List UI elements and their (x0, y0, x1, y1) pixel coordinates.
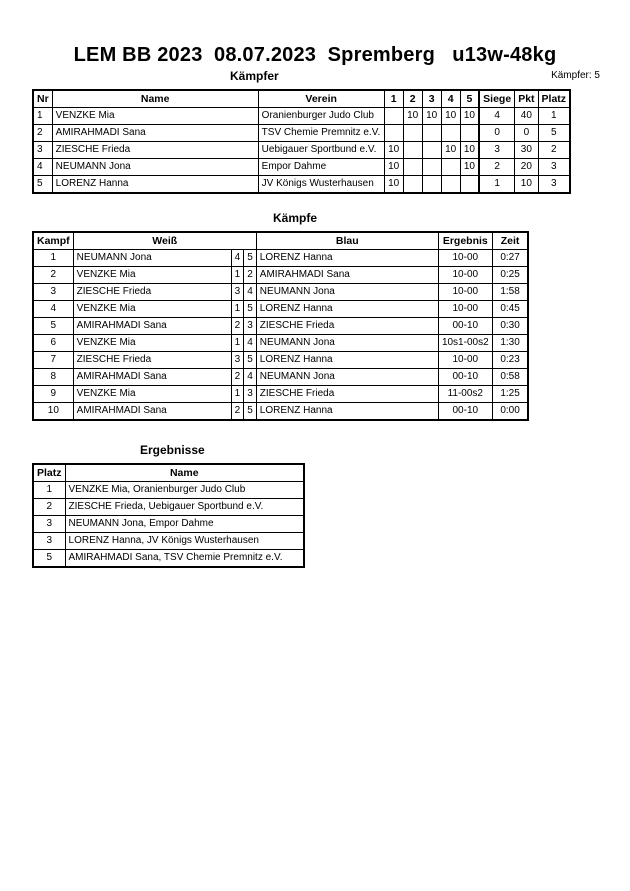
cell-blau: LORENZ Hanna (256, 301, 438, 318)
cell-platz: 3 (538, 176, 570, 194)
cell-platz: 2 (33, 499, 65, 516)
kaempfe-heading: Kämpfe (273, 211, 318, 225)
cell-nr: 2 (33, 125, 52, 142)
cell-zeit: 0:30 (492, 318, 528, 335)
cell-name: VENZKE Mia, Oranienburger Judo Club (65, 482, 304, 499)
cell-kampf: 6 (33, 335, 73, 352)
cell-platz: 2 (538, 142, 570, 159)
cell-blau: ZIESCHE Frieda (256, 386, 438, 403)
table-row (33, 318, 528, 335)
cell-kampf: 10 (33, 403, 73, 421)
cell-5: 10 (460, 159, 479, 176)
cell-verein: JV Königs Wusterhausen (258, 176, 384, 194)
cell-zeit: 0:45 (492, 301, 528, 318)
cell-kampf: 7 (33, 352, 73, 369)
cell-blau-nr: 4 (244, 369, 257, 386)
cell-name: AMIRAHMADI Sana, TSV Chemie Premnitz e.V. (65, 550, 304, 568)
cell-weiss-nr: 3 (231, 284, 244, 301)
table-row (33, 159, 570, 176)
cell-blau-nr: 4 (244, 335, 257, 352)
col-kampf: Kampf (33, 232, 73, 250)
table-row (33, 301, 528, 318)
cell-weiss-nr: 1 (231, 267, 244, 284)
cell-ergebnis: 00-10 (438, 403, 492, 421)
cell-zeit: 1:58 (492, 284, 528, 301)
cell-4 (441, 176, 460, 194)
cell-blau-nr: 4 (244, 284, 257, 301)
table-row (33, 386, 528, 403)
cell-pkt: 0 (515, 125, 538, 142)
col-name: Name (65, 464, 304, 482)
col-verein: Verein (258, 90, 384, 108)
cell-weiss: NEUMANN Jona (73, 250, 231, 267)
table-row (33, 482, 304, 499)
cell-2 (403, 125, 422, 142)
cell-weiss: VENZKE Mia (73, 335, 231, 352)
col-zeit: Zeit (492, 232, 528, 250)
cell-platz: 1 (33, 482, 65, 499)
cell-ergebnis: 10-00 (438, 284, 492, 301)
cell-verein: TSV Chemie Premnitz e.V. (258, 125, 384, 142)
cell-nr: 3 (33, 142, 52, 159)
cell-zeit: 1:25 (492, 386, 528, 403)
cell-ergebnis: 00-10 (438, 318, 492, 335)
cell-1: 10 (384, 142, 403, 159)
cell-4: 10 (441, 108, 460, 125)
table-row (33, 267, 528, 284)
cell-weiss-nr: 1 (231, 335, 244, 352)
cell-3 (422, 176, 441, 194)
cell-zeit: 0:58 (492, 369, 528, 386)
kaempfer-heading: Kämpfer (230, 69, 279, 83)
ergebnisse-table (32, 463, 305, 568)
cell-weiss: VENZKE Mia (73, 386, 231, 403)
cell-weiss-nr: 1 (231, 386, 244, 403)
table-row (33, 250, 528, 267)
cell-blau-nr: 5 (244, 352, 257, 369)
kaempfer-table (32, 89, 571, 194)
ergebnisse-header-row (33, 464, 304, 482)
cell-zeit: 1:30 (492, 335, 528, 352)
cell-kampf: 8 (33, 369, 73, 386)
cell-platz: 3 (538, 159, 570, 176)
col-3: 3 (422, 90, 441, 108)
kaempfer-header-row (33, 90, 570, 108)
cell-siege: 1 (479, 176, 515, 194)
cell-weiss: VENZKE Mia (73, 267, 231, 284)
cell-blau-nr: 5 (244, 403, 257, 421)
cell-4 (441, 159, 460, 176)
cell-name: NEUMANN Jona, Empor Dahme (65, 516, 304, 533)
cell-weiss: AMIRAHMADI Sana (73, 403, 231, 421)
cell-blau: LORENZ Hanna (256, 403, 438, 421)
cell-2: 10 (403, 108, 422, 125)
table-row (33, 533, 304, 550)
cell-weiss-nr: 2 (231, 318, 244, 335)
cell-weiss-nr: 2 (231, 369, 244, 386)
col-1: 1 (384, 90, 403, 108)
cell-blau-nr: 3 (244, 386, 257, 403)
col-nr: Nr (33, 90, 52, 108)
cell-3 (422, 125, 441, 142)
cell-verein: Uebigauer Sportbund e.V. (258, 142, 384, 159)
cell-verein: Oranienburger Judo Club (258, 108, 384, 125)
cell-2 (403, 159, 422, 176)
cell-siege: 4 (479, 108, 515, 125)
table-row (33, 403, 528, 421)
page-title: LEM BB 2023 08.07.2023 Spremberg u13w-48kg (73, 44, 557, 66)
cell-blau-nr: 5 (244, 301, 257, 318)
cell-3 (422, 159, 441, 176)
cell-5: 10 (460, 142, 479, 159)
table-row (33, 108, 570, 125)
cell-weiss-nr: 1 (231, 301, 244, 318)
col-name: Name (52, 90, 258, 108)
cell-kampf: 9 (33, 386, 73, 403)
cell-ergebnis: 10-00 (438, 267, 492, 284)
cell-blau: ZIESCHE Frieda (256, 318, 438, 335)
cell-3 (422, 142, 441, 159)
cell-zeit: 0:27 (492, 250, 528, 267)
cell-1: 10 (384, 176, 403, 194)
kaempfe-header-row (33, 232, 528, 250)
cell-2 (403, 176, 422, 194)
cell-weiss: VENZKE Mia (73, 301, 231, 318)
cell-siege: 2 (479, 159, 515, 176)
cell-4: 10 (441, 142, 460, 159)
cell-blau-nr: 5 (244, 250, 257, 267)
col-blau: Blau (256, 232, 438, 250)
table-row (33, 369, 528, 386)
cell-weiss: AMIRAHMADI Sana (73, 318, 231, 335)
cell-pkt: 20 (515, 159, 538, 176)
cell-verein: Empor Dahme (258, 159, 384, 176)
cell-kampf: 1 (33, 250, 73, 267)
cell-1 (384, 125, 403, 142)
cell-1: 10 (384, 159, 403, 176)
table-row (33, 352, 528, 369)
cell-ergebnis: 10s1-00s2 (438, 335, 492, 352)
cell-ergebnis: 10-00 (438, 352, 492, 369)
cell-pkt: 10 (515, 176, 538, 194)
cell-1 (384, 108, 403, 125)
cell-5 (460, 125, 479, 142)
cell-weiss: AMIRAHMADI Sana (73, 369, 231, 386)
cell-nr: 5 (33, 176, 52, 194)
cell-kampf: 5 (33, 318, 73, 335)
col-weiss: Weiß (73, 232, 256, 250)
cell-zeit: 0:25 (492, 267, 528, 284)
cell-platz: 5 (33, 550, 65, 568)
cell-blau: NEUMANN Jona (256, 335, 438, 352)
cell-blau: LORENZ Hanna (256, 250, 438, 267)
cell-2 (403, 142, 422, 159)
cell-pkt: 40 (515, 108, 538, 125)
table-row (33, 125, 570, 142)
cell-nr: 4 (33, 159, 52, 176)
cell-name: ZIESCHE Frieda (52, 142, 258, 159)
col-siege: Siege (479, 90, 515, 108)
cell-kampf: 3 (33, 284, 73, 301)
table-row (33, 176, 570, 194)
cell-ergebnis: 00-10 (438, 369, 492, 386)
table-row (33, 142, 570, 159)
cell-ergebnis: 10-00 (438, 250, 492, 267)
table-row (33, 516, 304, 533)
cell-5 (460, 176, 479, 194)
cell-platz: 3 (33, 516, 65, 533)
cell-weiss: ZIESCHE Frieda (73, 284, 231, 301)
cell-blau: NEUMANN Jona (256, 284, 438, 301)
cell-name: ZIESCHE Frieda, Uebigauer Sportbund e.V. (65, 499, 304, 516)
ergebnisse-heading: Ergebnisse (140, 443, 205, 457)
cell-4 (441, 125, 460, 142)
cell-name: NEUMANN Jona (52, 159, 258, 176)
cell-blau: AMIRAHMADI Sana (256, 267, 438, 284)
table-row (33, 499, 304, 516)
col-4: 4 (441, 90, 460, 108)
cell-siege: 3 (479, 142, 515, 159)
cell-name: AMIRAHMADI Sana (52, 125, 258, 142)
cell-platz: 5 (538, 125, 570, 142)
col-ergebnis: Ergebnis (438, 232, 492, 250)
col-platz: Platz (538, 90, 570, 108)
table-row (33, 335, 528, 352)
cell-platz: 3 (33, 533, 65, 550)
cell-name: LORENZ Hanna (52, 176, 258, 194)
cell-platz: 1 (538, 108, 570, 125)
cell-5: 10 (460, 108, 479, 125)
table-row (33, 284, 528, 301)
cell-weiss-nr: 4 (231, 250, 244, 267)
kaempfer-count: Kämpfer: 5 (551, 70, 600, 81)
cell-siege: 0 (479, 125, 515, 142)
cell-weiss: ZIESCHE Frieda (73, 352, 231, 369)
cell-zeit: 0:23 (492, 352, 528, 369)
cell-weiss-nr: 3 (231, 352, 244, 369)
cell-pkt: 30 (515, 142, 538, 159)
cell-3: 10 (422, 108, 441, 125)
kaempfe-table (32, 231, 529, 421)
cell-zeit: 0:00 (492, 403, 528, 421)
cell-ergebnis: 11-00s2 (438, 386, 492, 403)
col-platz: Platz (33, 464, 65, 482)
cell-blau: LORENZ Hanna (256, 352, 438, 369)
cell-blau: NEUMANN Jona (256, 369, 438, 386)
cell-name: LORENZ Hanna, JV Königs Wusterhausen (65, 533, 304, 550)
cell-blau-nr: 3 (244, 318, 257, 335)
cell-kampf: 2 (33, 267, 73, 284)
col-pkt: Pkt (515, 90, 538, 108)
cell-ergebnis: 10-00 (438, 301, 492, 318)
col-2: 2 (403, 90, 422, 108)
cell-nr: 1 (33, 108, 52, 125)
table-row (33, 550, 304, 568)
cell-kampf: 4 (33, 301, 73, 318)
cell-weiss-nr: 2 (231, 403, 244, 421)
col-5: 5 (460, 90, 479, 108)
cell-name: VENZKE Mia (52, 108, 258, 125)
cell-blau-nr: 2 (244, 267, 257, 284)
